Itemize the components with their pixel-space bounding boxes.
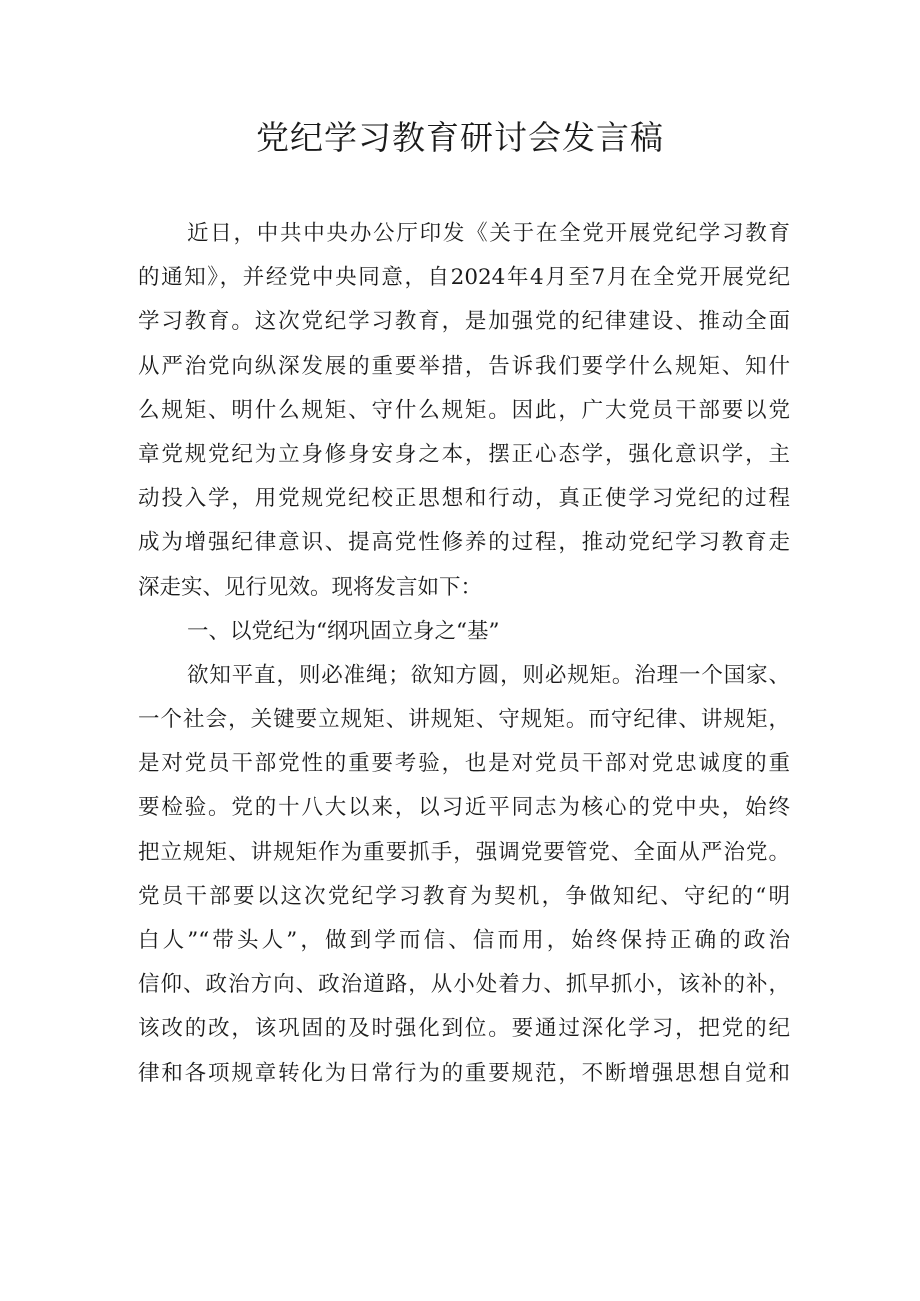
body-line: 一个社会，关键要立规矩、讲规矩、守规矩。而守纪律、讲规矩，: [138, 707, 790, 733]
body-line: 从严治党向纵深发展的重要举措，告诉我们要学什么规矩、知什: [138, 353, 790, 379]
body-line: 成为增强纪律意识、提高党性修养的过程，推动党纪学习教育走: [138, 530, 790, 556]
body-line: 党员干部要以这次党纪学习教育为契机，争做知纪、守纪的“明: [138, 883, 790, 909]
document-body: [138, 212, 790, 1096]
body-line: 动投入学，用党规党纪校正思想和行动，真正使学习党纪的过程: [138, 486, 790, 512]
body-line: 该改的改，该巩固的及时强化到位。要通过深化学习，把党的纪: [138, 1016, 790, 1042]
body-line: 律和各项规章转化为日常行为的重要规范，不断增强思想自觉和: [138, 1060, 790, 1086]
document-title: 党纪学习教育研讨会发言稿: [256, 118, 664, 157]
body-line: 近日，中共中央办公厅印发《关于在全党开展党纪学习教育: [187, 221, 790, 246]
section-heading: 一、以党纪为“纲巩固立身之“基”: [187, 618, 500, 644]
body-line: 白人”“带头人”，做到学而信、信而用，始终保持正确的政治: [138, 928, 790, 953]
body-line: 学习教育。这次党纪学习教育，是加强党的纪律建设、推动全面: [138, 309, 790, 335]
body-line: 章党规党纪为立身修身安身之本，摆正心态学，强化意识学，主: [138, 441, 790, 467]
body-line: 么规矩、明什么规矩、守什么规矩。因此，广大党员干部要以党: [138, 397, 790, 423]
body-line: 深走实、见行见效。现将发言如下：: [138, 574, 483, 600]
body-line: 欲知平直，则必准绳；欲知方圆，则必规矩。治理一个国家、: [187, 662, 790, 688]
body-line: 把立规矩、讲规矩作为重要抓手，强调党要管党、全面从严治党。: [138, 839, 790, 865]
body-line: 的通知》，并经党中央同意，自2024年4月至7月在全党开展党纪: [138, 265, 790, 291]
body-line: 是对党员干部党性的重要考验，也是对党员干部对党忠诚度的重: [138, 751, 790, 777]
body-line: 要检验。党的十八大以来，以习近平同志为核心的党中央，始终: [138, 795, 790, 821]
body-line: 信仰、政治方向、政治道路，从小处着力、抓早抓小，该补的补，: [138, 972, 790, 998]
